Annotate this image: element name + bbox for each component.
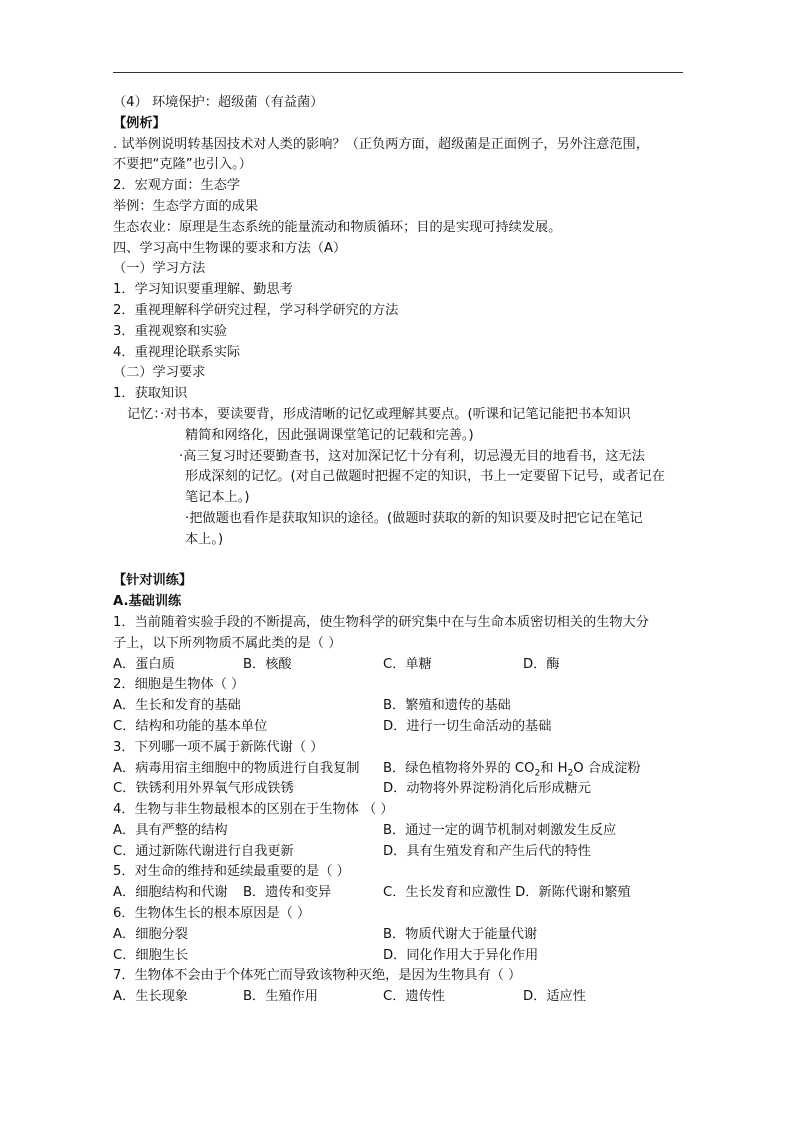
option: A．生长和发育的基础 xyxy=(113,698,241,714)
option: C．细胞生长 xyxy=(113,947,189,963)
memory-point-2: ·高三复习时还要勤查书，这对加深记忆十分有利，切忌漫无目的地看书，这无法 xyxy=(179,448,645,464)
document-body xyxy=(113,93,693,1008)
option: D．适应性 xyxy=(523,989,586,1005)
method-item: 1．学习知识要重理解、勤思考 xyxy=(113,282,293,298)
macro-aspect: 2．宏观方面：生态学 xyxy=(113,178,241,194)
option: B．遗传和变异 xyxy=(243,885,332,901)
question-5: 5．对生命的维持和延续最重要的是（ ） xyxy=(113,864,350,880)
option: B．核酸 xyxy=(243,656,292,672)
question-7-options xyxy=(113,987,693,1008)
subscript: 2 xyxy=(534,768,541,779)
question-3: 3．下列哪一项不属于新陈代谢（ ） xyxy=(113,739,324,755)
option: B．物质代谢大于能量代谢 xyxy=(383,926,538,942)
option: D．具有生殖发育和产生后代的特性 xyxy=(383,843,591,859)
memory-point-3-cont: 本上。) xyxy=(185,531,224,547)
question-2-options xyxy=(113,696,693,717)
option: A．细胞分裂 xyxy=(113,926,188,942)
question-4-options xyxy=(113,821,693,842)
option: A．病毒用宿主细胞中的物质进行自我复制 xyxy=(113,760,360,776)
memory-label: 记忆： xyxy=(127,406,160,422)
question-1: 1．当前随着实验手段的不断提高，使生物科学的研究集中在与生命本质密切相关的生物大分 xyxy=(113,614,649,630)
option: B．通过一定的调节机制对刺激发生反应 xyxy=(383,822,617,838)
subscript: 2 xyxy=(567,768,574,779)
option: D．动物将外界淀粉消化后形成糖元 xyxy=(383,781,591,797)
option: C．生长发育和应激性 D．新陈代谢和繁殖 xyxy=(383,885,631,901)
option: D．进行一切生命活动的基础 xyxy=(383,718,552,734)
option: B．生殖作用 xyxy=(243,989,318,1005)
item-4: （4） 环境保护：超级菌（有益菌） xyxy=(113,95,324,110)
section-4-title: 四、学习高中生物课的要求和方法（A） xyxy=(113,240,347,256)
option-text: 和 H xyxy=(540,760,568,776)
training-heading: 【针对训练】 xyxy=(113,573,193,589)
requirement-1: 1．获取知识 xyxy=(113,386,188,402)
question-7: 7．生物体不会由于个体死亡而导致该物种灭绝，是因为生物具有（ ） xyxy=(113,968,522,984)
question-6-options xyxy=(113,946,693,967)
question-6: 6．生物体生长的根本原因是（ ） xyxy=(113,906,311,922)
option: A．生长现象 xyxy=(113,989,188,1005)
option: C．铁锈利用外界氧气形成铁锈 xyxy=(113,781,294,797)
question-4-options xyxy=(113,842,693,863)
memory-point-3: ·把做题也看作是获取知识的途径。(做题时获取的新的知识要及时把它记在笔记 xyxy=(185,510,643,526)
question-4: 4．生物与非生物最根本的区别在于生物体 （ ） xyxy=(113,802,394,818)
memory-line xyxy=(127,405,693,426)
option: C．结构和功能的基本单位 xyxy=(113,718,268,734)
method-item: 4．重视理论联系实际 xyxy=(113,344,241,360)
option: A．细胞结构和代谢 xyxy=(113,885,228,901)
memory-point-1-cont: 精简和网络化，因此强调课堂笔记的记载和完善。) xyxy=(185,427,474,443)
memory-point-2-cont: 形成深刻的记忆。(对自己做题时把握不定的知识，书上一定要留下记号，或者记在 xyxy=(185,469,665,485)
basic-training-heading: A.基础训练 xyxy=(113,594,182,610)
question-1-cont: 子上，以下所列物质不属此类的是（ ） xyxy=(113,635,342,651)
question-6-options xyxy=(113,925,693,946)
option: A．蛋白质 xyxy=(113,656,175,672)
question-3-options xyxy=(113,759,693,780)
methods-title: （一）学习方法 xyxy=(113,261,206,277)
option: D．同化作用大于异化作用 xyxy=(383,947,539,963)
option: A．具有严整的结构 xyxy=(113,822,228,838)
option: C．遗传性 xyxy=(383,989,445,1005)
ecological-agriculture: 生态农业：原理是生态系统的能量流动和物质循环；目的是实现可持续发展。 xyxy=(113,219,562,235)
header-rule xyxy=(113,72,683,73)
option-text: B．绿色植物将外界的 CO xyxy=(383,760,535,776)
option: D．酶 xyxy=(523,656,560,672)
requirements-title: （二）学习要求 xyxy=(113,365,206,381)
option: B．繁殖和遗传的基础 xyxy=(383,698,511,714)
method-item: 2．重视理解科学研究过程，学习科学研究的方法 xyxy=(113,302,399,318)
question-2: 2．细胞是生物体（ ） xyxy=(113,677,245,693)
ecology-example: 举例：生态学方面的成果 xyxy=(113,198,259,214)
option: C．通过新陈代谢进行自我更新 xyxy=(113,843,294,859)
question-line-1: . 试举例说明转基因技术对人类的影响？（正负两方面，超级菌是正面例子，另外注意范围， xyxy=(113,136,649,152)
method-item: 3．重视观察和实验 xyxy=(113,323,227,339)
memory-point-1: ·对书本，要读要背，形成清晰的记忆或理解其要点。(听课和记笔记能把书本知识 xyxy=(159,406,631,422)
option: C．单糖 xyxy=(383,656,432,672)
memory-point-2-cont: 笔记本上。) xyxy=(185,490,250,506)
question-1-options xyxy=(113,655,693,676)
question-3-options xyxy=(113,779,693,800)
question-5-options xyxy=(113,883,693,904)
example-heading: 【例析】 xyxy=(113,115,166,131)
question-line-2: 不要把“克隆”也引入。） xyxy=(113,157,252,173)
question-2-options xyxy=(113,717,693,738)
option-text: O 合成淀粉 xyxy=(573,760,641,776)
memory-block xyxy=(127,405,693,551)
